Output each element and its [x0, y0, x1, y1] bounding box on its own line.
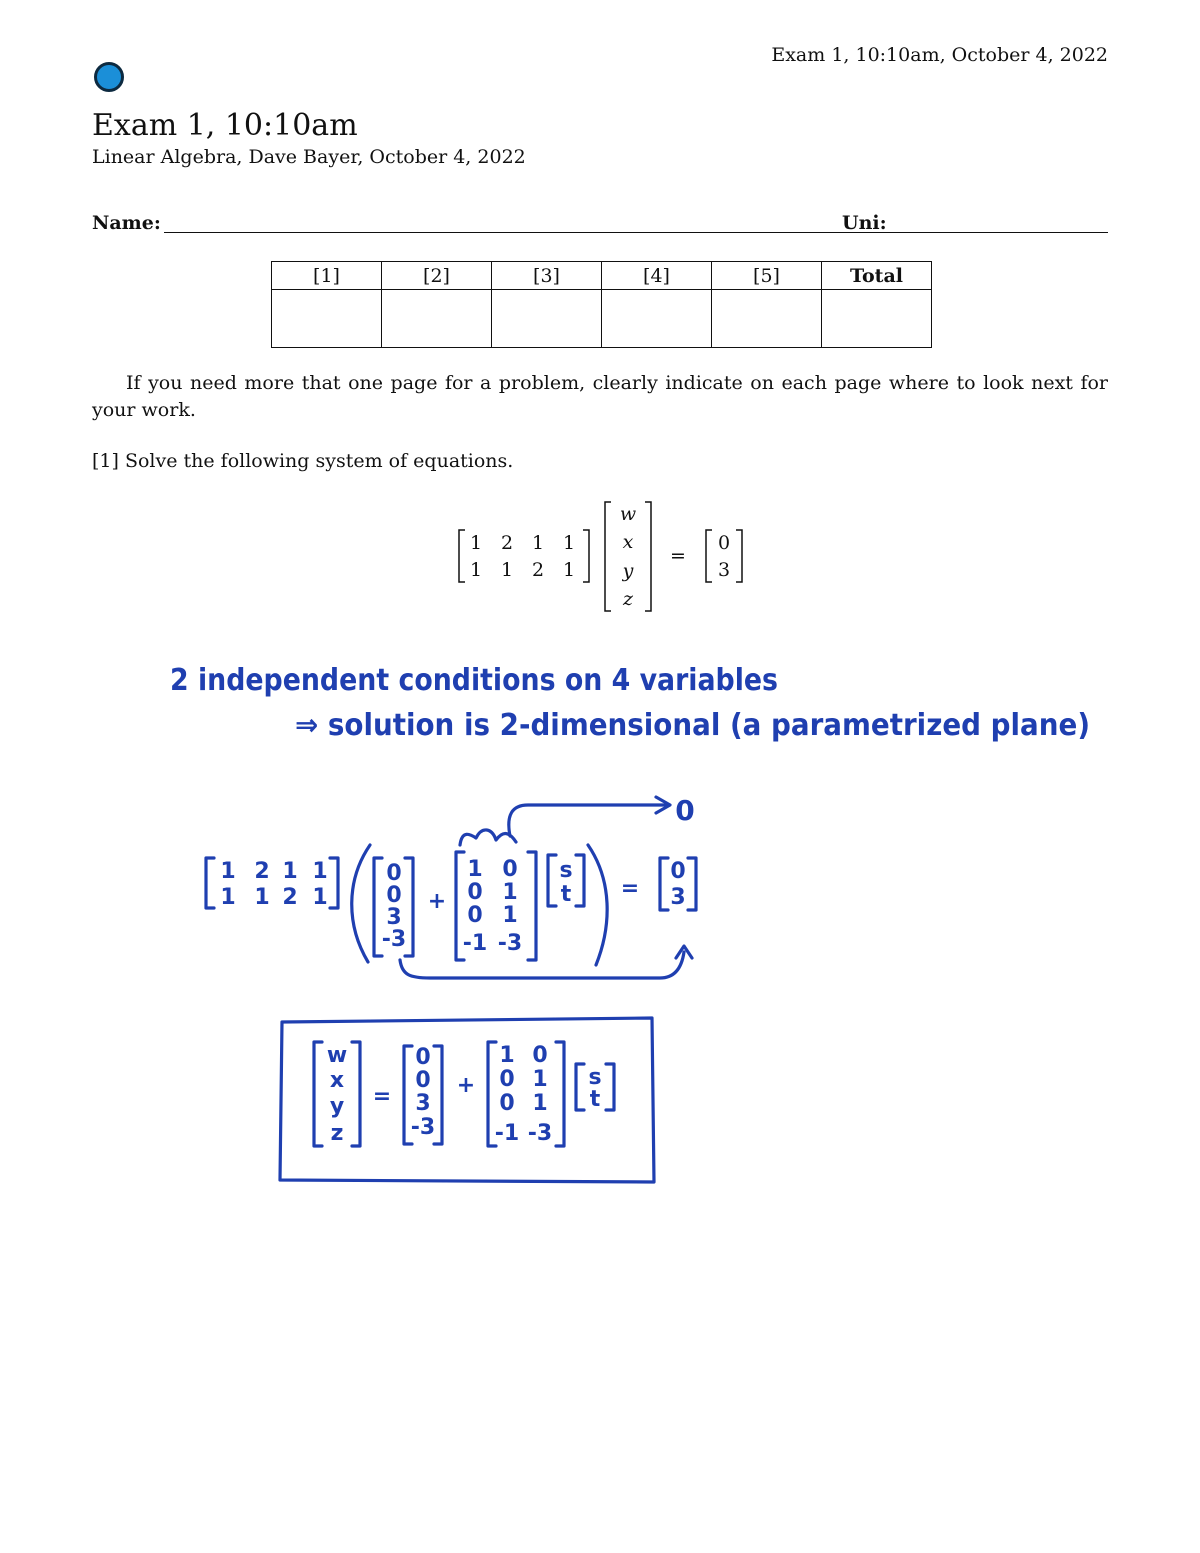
running-head: Exam 1, 10:10am, October 4, 2022 — [771, 44, 1108, 66]
uni-label: Uni: — [842, 212, 887, 234]
hw-var-x: x — [329, 1068, 345, 1093]
hw-b-2-1: 1 — [502, 903, 518, 928]
hw-a-0-2: 1 — [282, 859, 298, 884]
hw-equals-2: = — [372, 1084, 392, 1109]
a-cell-0-3: 1 — [562, 532, 576, 554]
hw-line-2: ⇒ solution is 2-dimensional (a parametrized plane) — [295, 708, 1090, 743]
hw-b2-1-0: 0 — [499, 1067, 515, 1092]
a-cell-1-3: 1 — [562, 559, 576, 581]
hw-plus-1: + — [427, 889, 447, 914]
hw-b2-0-0: 1 — [499, 1043, 515, 1068]
hw-b2-3-1: -3 — [527, 1121, 553, 1146]
hw-b-3-1: -3 — [497, 931, 523, 956]
a-cell-1-0: 1 — [469, 559, 483, 581]
hw-b2-0-1: 0 — [532, 1043, 548, 1068]
hw-p2-2: 3 — [415, 1091, 431, 1116]
hw-param2-s: s — [588, 1065, 602, 1090]
hw-param-s: s — [559, 858, 573, 883]
hw-b-0-1: 0 — [502, 857, 518, 882]
hw-b2-3-0: -1 — [494, 1121, 520, 1146]
a-cell-0-1: 2 — [500, 532, 514, 554]
var-z: z — [622, 588, 634, 610]
hw-arrow-bottom — [400, 952, 684, 978]
hw-rhs-1: 3 — [670, 885, 686, 910]
score-header-4: [4] — [602, 262, 712, 290]
hw-b2-2-1: 1 — [532, 1091, 548, 1116]
hw-p2-3: -3 — [410, 1115, 436, 1140]
score-header-2: [2] — [382, 262, 492, 290]
a-cell-0-2: 1 — [531, 532, 545, 554]
hw-p-2: 3 — [386, 905, 402, 930]
a-cell-1-1: 1 — [500, 559, 514, 581]
hw-b-1-1: 1 — [502, 880, 518, 905]
page-title: Exam 1, 10:10am — [92, 108, 358, 143]
hw-p2-1: 0 — [415, 1068, 431, 1093]
hw-param-t: t — [560, 882, 572, 907]
hw-b2-2-0: 0 — [499, 1091, 515, 1116]
a-cell-0-0: 1 — [469, 532, 483, 554]
hw-p-0: 0 — [386, 861, 402, 886]
var-w: w — [619, 503, 637, 525]
hw-b-3-0: -1 — [462, 931, 488, 956]
instructions-paragraph: If you need more that one page for a problem, clearly indicate on each page where to look next for your work. — [92, 372, 1108, 421]
hw-b-1-0: 0 — [467, 880, 483, 905]
hw-a-0-0: 1 — [220, 859, 236, 884]
hw-plus-2: + — [456, 1073, 476, 1098]
hw-arrow-zero: 0 — [675, 794, 695, 827]
var-y: y — [622, 560, 634, 582]
rhs-1: 3 — [717, 559, 731, 581]
hw-a-1-3: 1 — [312, 885, 328, 910]
hw-var-w: w — [326, 1043, 348, 1068]
equals-sign: = — [670, 545, 686, 567]
var-x: x — [622, 531, 634, 553]
hw-var-z: z — [330, 1121, 344, 1146]
score-header-5: [5] — [712, 262, 822, 290]
hw-p-3: -3 — [381, 927, 407, 952]
hw-a-1-1: 1 — [254, 885, 270, 910]
hw-b2-1-1: 1 — [532, 1067, 548, 1092]
hw-a-0-3: 1 — [312, 859, 328, 884]
hw-a-1-2: 2 — [282, 885, 298, 910]
hw-arrow-top — [509, 805, 668, 836]
hw-b-2-0: 0 — [467, 903, 483, 928]
hw-a-1-0: 1 — [220, 885, 236, 910]
page-subtitle: Linear Algebra, Dave Bayer, October 4, 2022 — [92, 146, 526, 168]
problem-1-statement: [1] Solve the following system of equations. — [92, 450, 514, 472]
hw-p2-0: 0 — [415, 1045, 431, 1070]
hw-rhs-0: 0 — [670, 859, 686, 884]
a-cell-1-2: 2 — [531, 559, 545, 581]
hw-var-y: y — [329, 1094, 345, 1119]
hw-a-0-1: 2 — [254, 859, 270, 884]
name-label: Name: — [92, 212, 161, 234]
hw-equals-1: = — [620, 876, 640, 901]
score-header-3: [3] — [492, 262, 602, 290]
hw-p-1: 0 — [386, 883, 402, 908]
hw-b-0-0: 1 — [467, 857, 483, 882]
score-header-total: Total — [822, 262, 932, 290]
hw-line-1: 2 independent conditions on 4 variables — [170, 663, 778, 698]
score-header-1: [1] — [272, 262, 382, 290]
hw-param2-t: t — [589, 1087, 601, 1112]
rhs-0: 0 — [717, 532, 731, 554]
